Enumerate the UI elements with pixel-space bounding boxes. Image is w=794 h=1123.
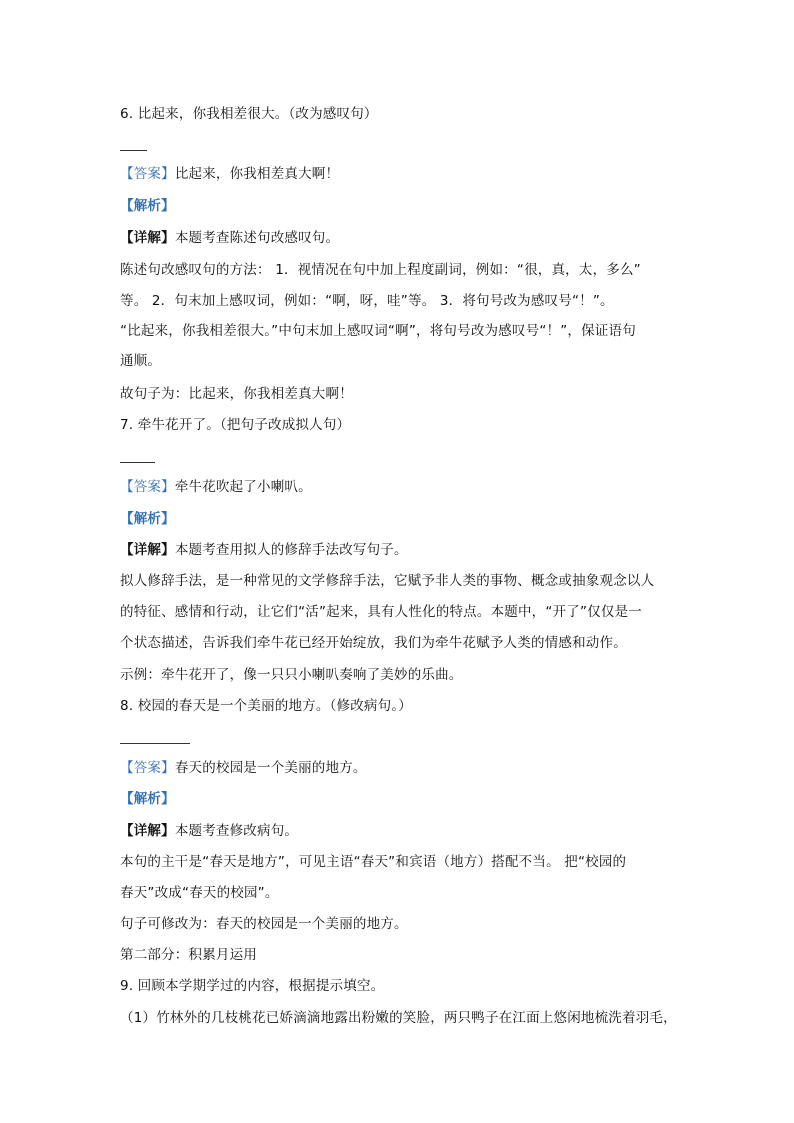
answer-blank-7 (120, 462, 155, 463)
detail-text: 本题考查用拟人的修辞手法改写句子。 (174, 542, 408, 558)
detail-tag: 【详解】 (120, 542, 175, 558)
answer-text: 牵牛花吹起了小喇叭。 (174, 479, 312, 495)
answer-7 (120, 477, 312, 497)
detail-tag: 【详解】 (120, 230, 175, 246)
body-line: 春天”改成“春天的校园”。 (120, 885, 279, 901)
body-line: 句子可修改为：春天的校园是一个美丽的地方。 (120, 916, 408, 932)
question-9: 9. 回顾本学期学过的内容，根据提示填空。 (120, 978, 385, 994)
body-line: 通顺。 (120, 353, 162, 369)
body-line: 示例：牵牛花开了，像一只只小喇叭奏响了美妙的乐曲。 (120, 667, 463, 683)
body-line: “比起来，你我相差很大。”中句末加上感叹词“啊”，将句号改为感叹号“！”，保证语句 (120, 323, 636, 339)
detail-tag: 【详解】 (120, 823, 175, 839)
body-line: 陈述句改感叹句的方法： 1．视情况在句中加上程度副词，例如：“很，真，太，多么” (120, 262, 641, 278)
detail-6 (120, 228, 339, 248)
body-line: 等。 2．句末加上感叹词，例如：“啊，呀，哇”等。 3．将句号改为感叹号“！”。 (120, 293, 614, 309)
detail-text: 本题考查修改病句。 (174, 823, 299, 839)
question-8: 8. 校园的春天是一个美丽的地方。（修改病句。） (120, 698, 412, 714)
analysis-tag-8: 【解析】 (120, 791, 175, 807)
detail-8 (120, 821, 298, 841)
analysis-tag-7: 【解析】 (120, 511, 175, 527)
answer-8 (120, 758, 367, 778)
answer-blank-6 (120, 150, 147, 151)
body-line: 的特征、感情和行动，让它们“活”起来，具有人性化的特点。本题中，“开了”仅仅是一 (120, 604, 642, 620)
answer-tag: 【答案】 (120, 166, 175, 182)
answer-tag: 【答案】 (120, 479, 175, 495)
body-line: 拟人修辞手法，是一种常见的文学修辞手法，它赋予非人类的事物、概念或抽象观念以人 (120, 573, 655, 589)
question-7: 7. 牵牛花开了。（把句子改成拟人句） (120, 417, 351, 433)
answer-blank-8 (120, 743, 190, 744)
section-title: 第二部分：积累月运用 (120, 947, 257, 963)
detail-text: 本题考查陈述句改感叹句。 (174, 230, 340, 246)
question-9-1: （1）竹林外的几枝桃花已娇滴滴地露出粉嫩的笑脸，两只鸭子在江面上悠闲地梳洗着羽毛， (120, 1010, 677, 1026)
answer-6 (120, 164, 339, 184)
question-6: 6. 比起来，你我相差很大。（改为感叹句） (120, 106, 378, 122)
body-line: 个状态描述，告诉我们牵牛花已经开始绽放，我们为牵牛花赋予人类的情感和动作。 (120, 635, 627, 651)
body-line: 本句的主干是“春天是地方”，可见主语“春天”和宾语（地方）搭配不当。 把“校园的 (120, 854, 627, 870)
body-line: 故句子为：比起来，你我相差真大啊！ (120, 386, 353, 402)
analysis-tag-6: 【解析】 (120, 198, 175, 214)
detail-7 (120, 540, 408, 560)
answer-text: 春天的校园是一个美丽的地方。 (174, 760, 367, 776)
answer-tag: 【答案】 (120, 760, 175, 776)
answer-text: 比起来，你我相差真大啊！ (174, 166, 340, 182)
